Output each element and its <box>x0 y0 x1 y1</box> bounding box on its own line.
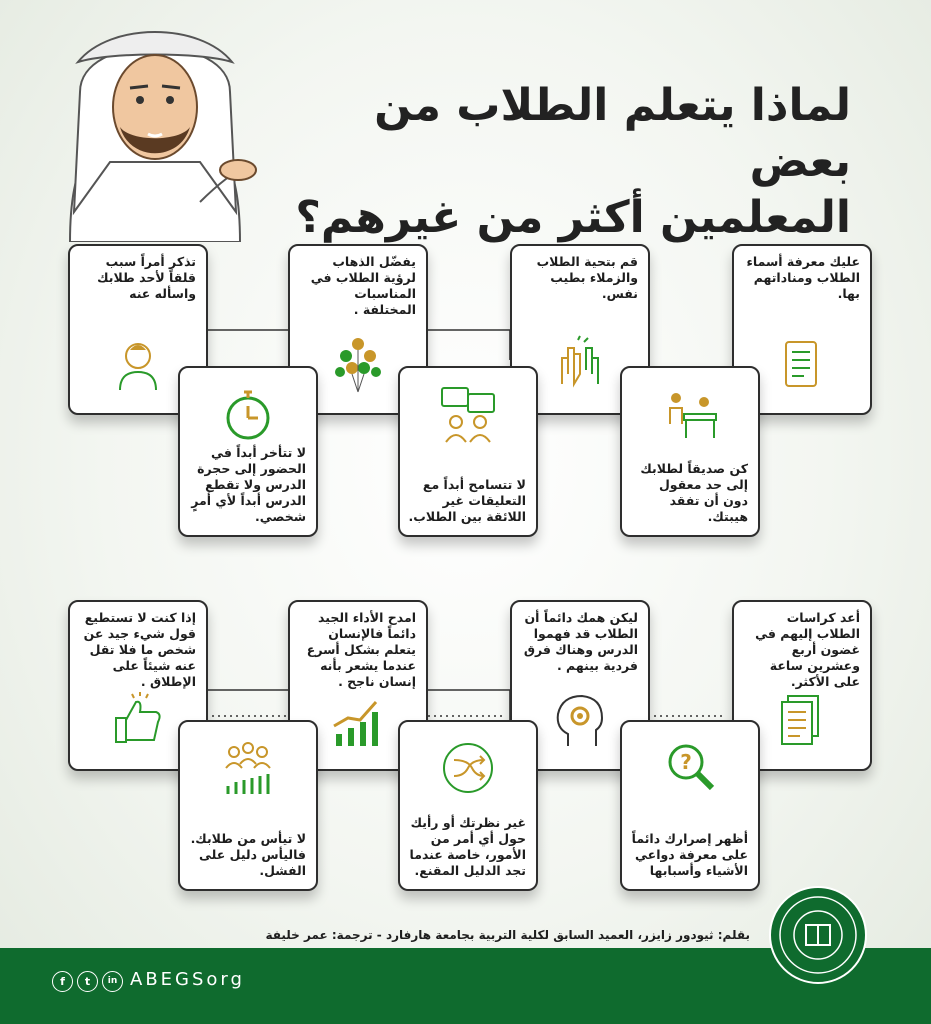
tip-text: لا تتسامح أبداً مع التعليقات غير اللائقة بين الطلاب. <box>408 477 526 524</box>
growth-chart-icon <box>328 690 388 750</box>
tip-text: لا تيأس من طلابك. فاليأس دليل على الفشل. <box>190 831 306 878</box>
social-handle[interactable]: ABEGSorg <box>130 969 245 990</box>
balloons-icon <box>328 334 388 394</box>
author-credit: بقلم: ثيودور زايزر، العميد السابق لكلية التربية بجامعة هارفارد - ترجمة: عمر خليفة <box>265 928 750 942</box>
tip-card-no-despair <box>178 720 318 891</box>
chat-people-icon <box>438 384 498 444</box>
tip-text: إذا كنت لا تستطيع قول شيء جيد عن شخص ما فلا تقل عنه شيئاً على الإطلاق . <box>83 610 196 689</box>
social-links <box>52 971 123 992</box>
tip-text: امدح الأداء الجيد دائماً فالإنسان يتعلم بشكل أسرع عندما يشعر بأنه إنسان ناجح . <box>306 610 416 689</box>
question-search-icon <box>660 738 720 798</box>
tip-text: كن صديقاً لطلابك إلى حد معقول دون أن تفقد هيبتك. <box>640 461 748 524</box>
tip-card-comments <box>398 366 538 537</box>
tip-card-change-view <box>398 720 538 891</box>
scroll-icon <box>772 334 832 394</box>
teacher-desk-icon <box>660 384 720 444</box>
thumbs-up-icon <box>108 690 168 750</box>
abegs-seal-logo <box>768 885 868 985</box>
tip-text: أعد كراسات الطلاب إليهم في غضون أربع وعشرين ساعة على الأكثر. <box>755 610 860 689</box>
title-line-2: المعلمين أكثر من غيرهم؟ <box>295 192 851 243</box>
title-line-1: لماذا يتعلم الطلاب من بعض <box>374 80 851 187</box>
svg-text:?: ? <box>680 750 692 774</box>
group-progress-icon <box>218 738 278 798</box>
tip-card-friend <box>620 366 760 537</box>
tip-text: قم بتحية الطلاب والزملاء بطيب نفس. <box>536 254 638 301</box>
tip-text: لا تتأخر أبداً في الحضور إلى حجرة الدرس ولا تقطع الدرس أبداً لأي أمرٍ شخصي. <box>191 445 306 524</box>
facebook-icon[interactable]: f <box>52 971 73 992</box>
tip-card-punctuality <box>178 366 318 537</box>
tip-text: ليكن همك دائماً أن الطلاب قد فهموا الدرس وهناك فرق فردية بينهم . <box>523 610 638 673</box>
twitter-icon[interactable]: t <box>77 971 98 992</box>
tip-text: أظهر إصرارك دائماً على معرفة دواعي الأشياء وأسبابها <box>631 831 748 878</box>
head-gear-icon <box>550 690 610 750</box>
presenter-illustration <box>50 12 260 242</box>
tip-text: يفضّل الذهاب لرؤية الطلاب في المناسبات المختلفة . <box>310 254 416 317</box>
shuffle-icon <box>438 738 498 798</box>
tip-text: غير نظرتك أو رأيك حول أي أمر من الأمور، خاصة عندما تجد الدليل المقنع. <box>409 815 526 878</box>
instagram-icon[interactable]: in <box>102 971 123 992</box>
infographic-title <box>291 78 851 246</box>
documents-icon <box>772 690 832 750</box>
tip-card-curiosity <box>620 720 760 891</box>
tip-text: عليك معرفة أسماء الطلاب ومناداتهم بها. <box>746 254 860 301</box>
student-icon <box>108 334 168 394</box>
stopwatch-icon <box>218 384 278 444</box>
high-five-icon <box>550 334 610 394</box>
tip-text: تذكر أمراً سبب قلقاً لأحد طلابك واسأله عنه <box>97 254 196 301</box>
